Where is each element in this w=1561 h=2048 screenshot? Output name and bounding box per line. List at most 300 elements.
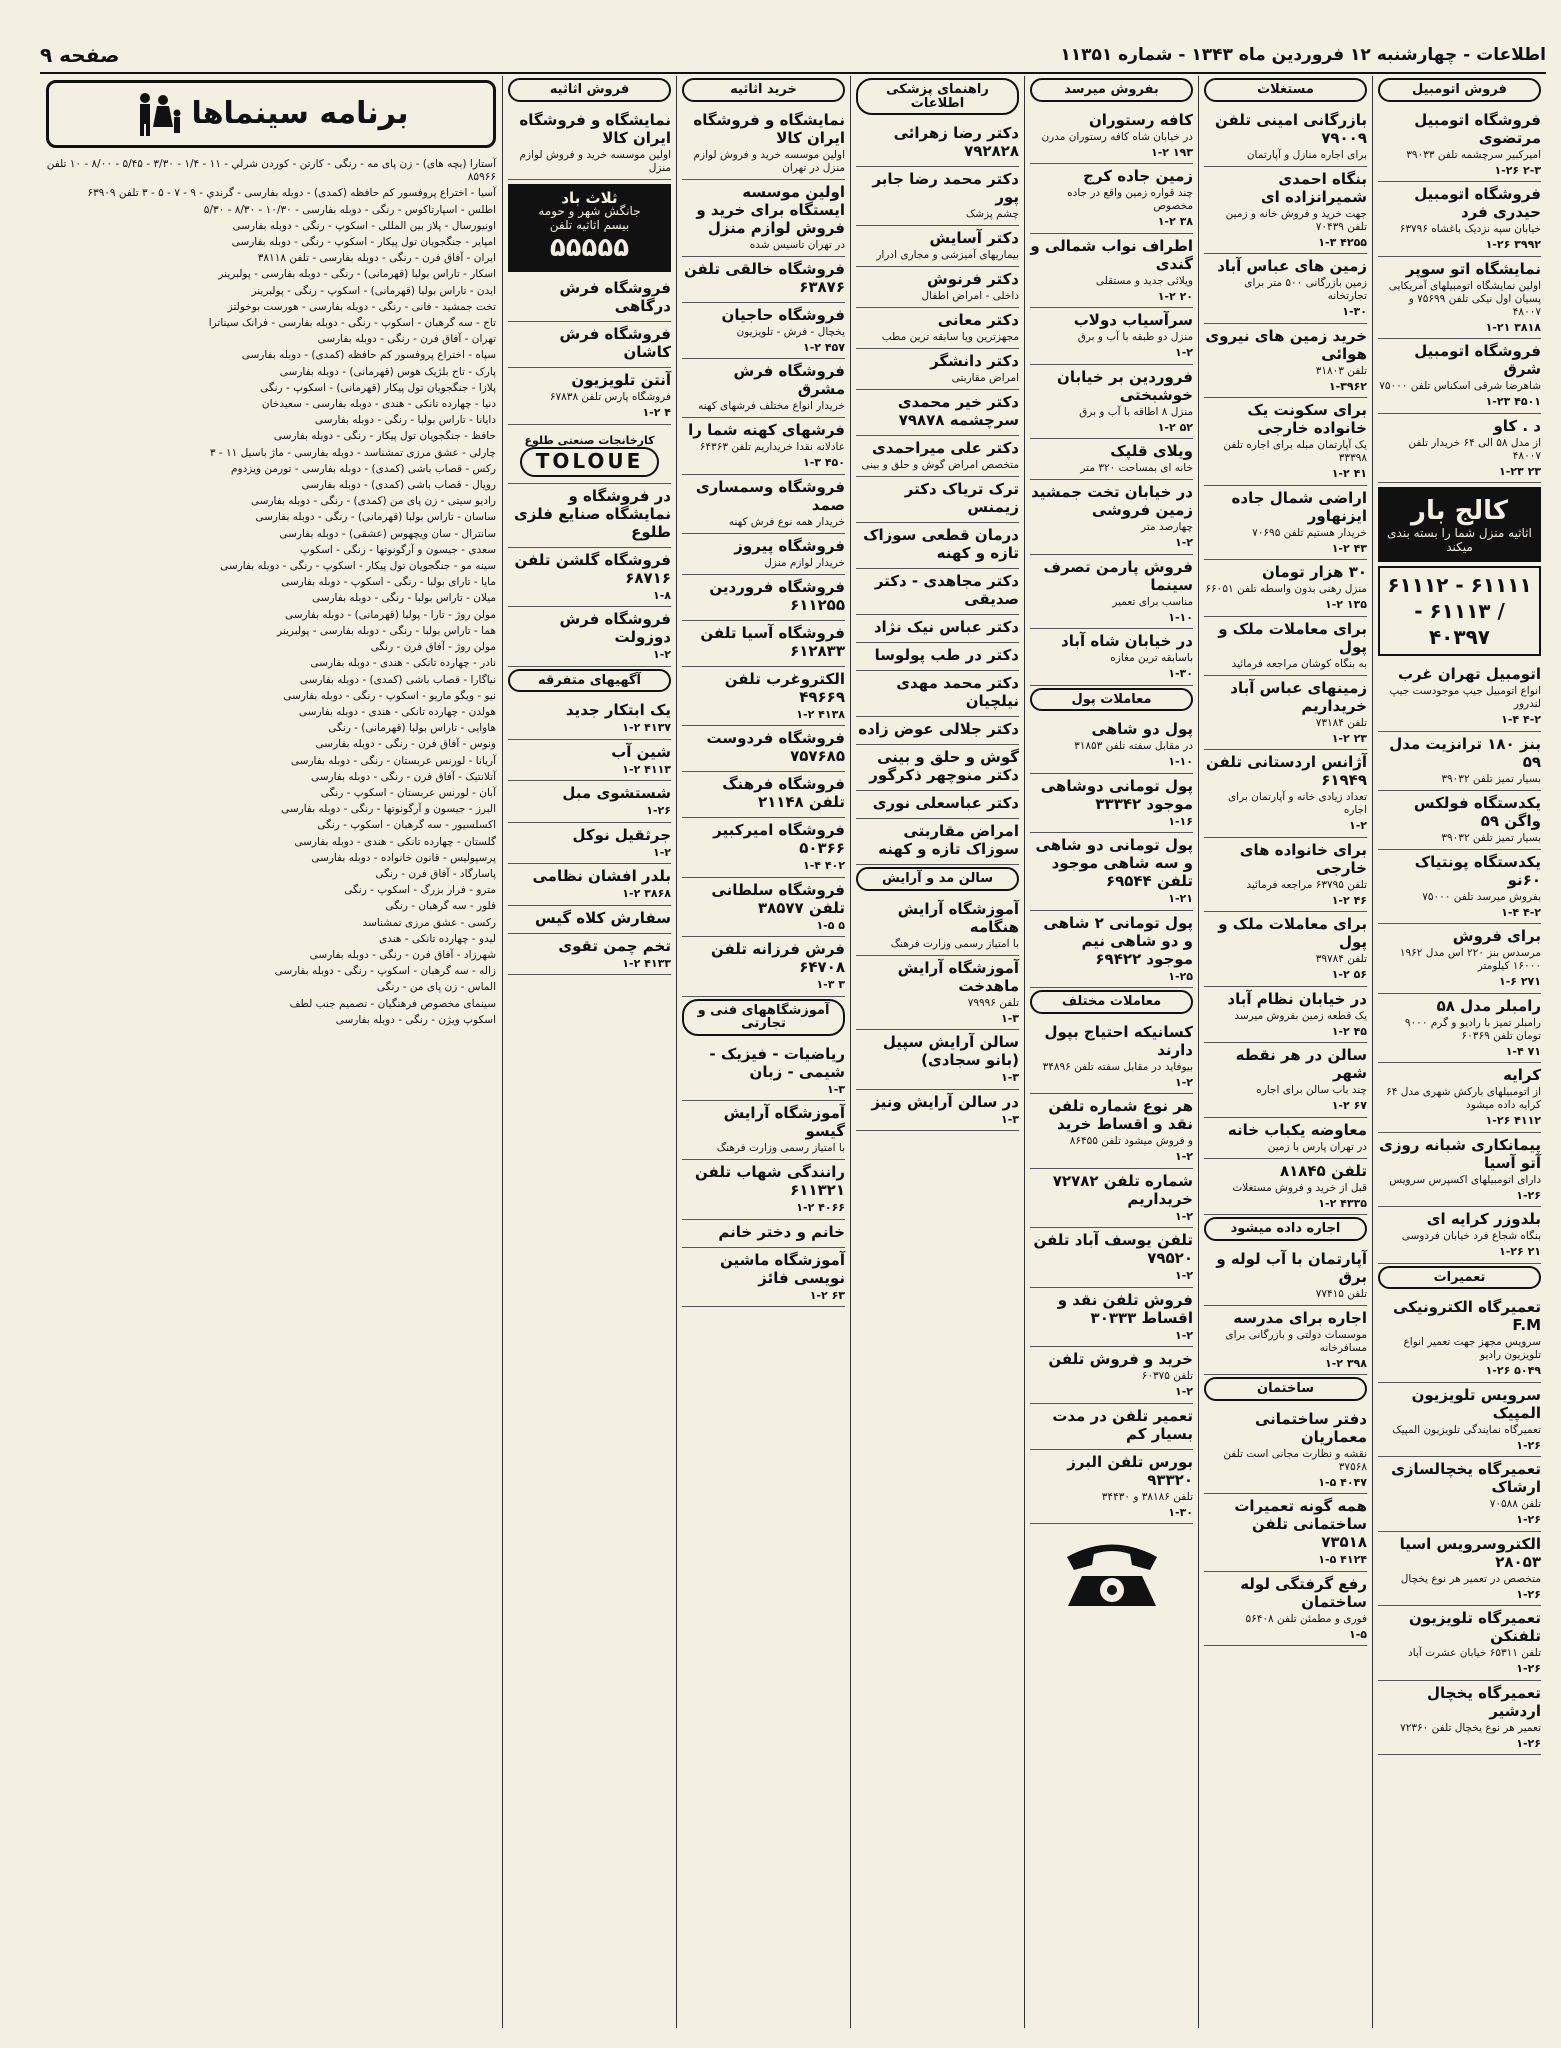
ad-title: بلدر افشان نظامی <box>532 867 671 885</box>
section-banner-rent: اجاره داده ميشود <box>1204 1217 1367 1241</box>
cinema-line: رکس - قصاب باشی (کمدی) - دوبله بفارسی - تورمن ويزدوم <box>231 462 496 475</box>
ad-code: ۱-۲ <box>1175 1269 1193 1282</box>
ad-title: تعميرگاه يخچال اردشير <box>1427 1683 1541 1720</box>
toloue-ad <box>508 425 671 484</box>
classified-ad <box>1030 365 1193 440</box>
ad-body: اولين نمايشگاه اتومبيلهای آمريکايی پسيان اول نيکی تلفن ۷۵۶۹۹ و ۴۸۰۰۷ <box>1388 279 1541 318</box>
ad-body: تعمير هر نوع يخچال تلفن ۷۲۳۶۰ <box>1400 1721 1541 1734</box>
classified-ad <box>1030 480 1193 555</box>
ad-body: چند قواره زمين واقع در جاده مخصوص <box>1067 187 1193 212</box>
classified-ad <box>1378 108 1541 183</box>
classified-ad <box>1030 1228 1193 1288</box>
repairs-list <box>1378 1295 1541 1755</box>
ad-title: دفتر ساختمانی معماريان <box>1254 1409 1367 1446</box>
column-sell-furniture <box>502 76 676 2028</box>
classified-ad <box>1030 717 1193 774</box>
ad-body: تعميرگاه نمايندگی تلويزيون المپيک <box>1392 1423 1541 1436</box>
cinema-line: ميلان - تاراس بولبا - رنگی - دوبله بفارسی <box>311 592 496 605</box>
ad-body: بسيار تميز تلفن ۳۹۰۳۲ <box>1441 772 1541 785</box>
classified-ad <box>1204 1043 1367 1118</box>
cinema-line: البرز - جيسون و آرگونوتها - رنگی - دوبله بفارسی <box>281 803 496 816</box>
ad-body: چند باب سالن برای اجاره <box>1256 1084 1367 1096</box>
classified-ad <box>1030 1347 1193 1404</box>
ad-code: ۴۱۱۲ ۱-۲۶ <box>1485 1114 1541 1127</box>
ad-title: پول تومانی دو شاهی و سه شاهی موجود تلفن ۶۹۵۴۴ <box>1035 836 1193 890</box>
kalaj-title: کالج بار <box>1411 496 1508 526</box>
sell-furniture-list-c <box>508 484 671 667</box>
cinema-line: دايانا - تاراس بولبا - رنگی - دوبله بفارسی <box>314 414 496 427</box>
ad-title: جرثقيل نوکل <box>572 825 671 844</box>
classified-ad <box>682 667 845 727</box>
classified-ad <box>856 791 1019 819</box>
ad-title: دکتر آسايش <box>929 229 1019 247</box>
ad-code: ۱-۲ <box>1175 1209 1193 1223</box>
ad-code: ۴-۲ ۱-۴ <box>1501 713 1541 726</box>
cinema-line: پرسپوليس - قانون خانواده - دوبله بفارسی <box>311 851 496 864</box>
classified-ad <box>856 1030 1019 1090</box>
ad-body: يک قطعه زمين بفروش ميرسد <box>1234 1009 1367 1022</box>
classified-ad <box>1378 791 1541 850</box>
ad-title: بنگاه احمدی شميرانزاده ای <box>1260 169 1367 206</box>
classified-ad <box>1378 994 1541 1064</box>
ad-code: ۱-۱۰ <box>1168 755 1193 768</box>
ad-title: فروشگاه فردوست ۷۵۷۶۸۵ <box>706 729 845 765</box>
ad-title: تعميرگاه الکترونيکی F.M <box>1393 1298 1541 1334</box>
ad-body: داخلی - امراض اطفال <box>921 290 1019 302</box>
classified-ad <box>1378 924 1541 994</box>
classified-ad <box>1030 1020 1193 1095</box>
cinema-line: هما - تاراس بولبا - رنگی - دوبله بفارسی - پولبرينر <box>277 624 496 637</box>
cinema-line: آتلانتيک - آفاق فرن - رنگی - دوبله بفارسی <box>310 770 496 783</box>
classified-ad <box>1204 486 1367 561</box>
buildings-list <box>1204 1407 1367 1647</box>
cinema-line: سانترال - سان ويچهوس (عشقی) - دوبله بفارسی <box>279 527 496 540</box>
classified-ad <box>856 956 1019 1031</box>
ad-body: در خيابان شاه کافه رستوران مدرن <box>1041 130 1193 143</box>
ad-code: ۴۱ ۱-۲ <box>1331 467 1367 480</box>
ad-code: ۱-۳۰ <box>1168 1505 1193 1519</box>
ad-title: پول دو شاهی <box>1091 720 1193 738</box>
ad-body: بيماريهای آميزشی و مجاری ادرار <box>876 249 1019 261</box>
ad-code: ۴۳ ۱-۲ <box>1331 541 1367 555</box>
ad-code: ۴۱۲۴ ۱-۵ <box>1318 1553 1367 1566</box>
cinema-line: گلستان - چهارده تانکی - هندی - دوبله بفارسی <box>294 835 496 848</box>
ad-body: عادلانه نقدا خريداريم تلفن ۶۴۳۶۳ <box>699 441 845 453</box>
ad-code: ۴ ۱-۲ <box>642 406 671 419</box>
ad-code: ۳۸۱۸ ۱-۲۱ <box>1485 320 1541 334</box>
classified-ad <box>508 322 671 368</box>
ad-code: ۴۲۵۵ ۱-۳ <box>1318 235 1367 249</box>
column-cars <box>1372 76 1546 2028</box>
ad-code: ۴۵۷ ۱-۲ <box>803 340 845 354</box>
ad-title: بلدوزر کرايه ای <box>1426 1210 1541 1228</box>
classified-ad <box>856 569 1019 615</box>
classified-ad <box>682 418 845 475</box>
ad-title: فروشگاه گلشن تلفن ۶۸۷۱۶ <box>514 550 671 587</box>
ad-title: الکتروسرويس اسيا ۲۸۰۵۳ <box>1399 1534 1541 1571</box>
ad-body: جهت خريد و فروش خانه و زمين تلفن ۷۰۴۳۹ <box>1225 207 1367 233</box>
toloue-caption: کارخانجات صنعتی طلوع <box>524 433 655 447</box>
ad-title: دکتر علی ميراحمدی <box>871 439 1019 457</box>
ad-body: رامبلر تميز با راديو و گرم ۹۰۰۰ تومان تلفن ۶۰۳۶۹ <box>1404 1016 1541 1042</box>
cars-list <box>1378 108 1541 484</box>
ad-title: امراض مقاربتی سوزاک تازه و کهنه <box>878 822 1019 858</box>
ad-body: تلفن ۶۵۳۱۱ خيابان عشرت آباد <box>1408 1647 1541 1659</box>
ad-body: سرويس مجهز جهت تعمير انواع تلويزيون راديو <box>1403 1336 1541 1361</box>
ad-title: فروشگاه پيروز <box>734 536 845 555</box>
ad-body: خريدار همه نوع فرش کهنه <box>728 515 845 528</box>
ad-title: دکتر محمد مهدی نيلچيان <box>896 674 1019 710</box>
ad-code: ۱-۲ <box>653 845 671 859</box>
column-property <box>1198 76 1372 2028</box>
ad-title: آپارتمان با آب لوله و برق <box>1216 1249 1367 1286</box>
classified-ad <box>1378 257 1541 340</box>
salas-sub: بيسم اثاثيه تلفن <box>549 217 630 232</box>
ad-body: اولين موسسه خريد و فروش لوازم منزل در تهران <box>693 148 845 174</box>
ad-title: در سالن آرايش ونيز <box>871 1092 1019 1111</box>
ad-code: ۵۶ ۱-۲ <box>1331 968 1367 981</box>
ad-title: زمينهای عباس آباد خريداريم <box>1230 678 1367 715</box>
classified-ad <box>856 477 1019 523</box>
kalaj-subtitle: اثاثيه منزل شما را بسته بندی ميکند <box>1387 526 1532 554</box>
ad-body: خريدار هستيم تلفن ۷۰۶۹۵ <box>1252 526 1367 539</box>
classified-ad <box>1378 339 1541 414</box>
classified-ad <box>1378 182 1541 257</box>
classified-ad <box>1204 676 1367 751</box>
ad-body: در تهران تاسيس شده <box>749 238 845 251</box>
ad-title: فروش تلفن نقد و اقساط ۳۰۳۳۳ <box>1057 1290 1193 1327</box>
classified-ad <box>1204 987 1367 1044</box>
classified-ad <box>1378 1295 1541 1383</box>
ad-title: نمايشگاه اتو سوپر <box>1405 259 1541 278</box>
ad-body: تلفن ۳۱۸۰۳ <box>1315 364 1367 377</box>
ad-title: فروشگاه سلطانی تلفن ۳۸۵۷۷ <box>711 880 845 917</box>
classified-ad <box>1204 1118 1367 1159</box>
ad-title: دکتر رضا زهرائی ۷۹۲۸۲۸ <box>893 124 1019 160</box>
classified-ad <box>682 108 845 180</box>
ad-title: بورس تلفن البرز ۹۳۳۲۰ <box>1067 1452 1193 1489</box>
ad-code: ۱-۲۶ <box>1516 1513 1541 1526</box>
section-banner-money: معاملات پول <box>1030 688 1193 712</box>
classified-ad <box>1030 911 1193 989</box>
ad-code: ۱-۲۶ <box>1516 1438 1541 1452</box>
ad-body: بسيار تميز تلفن ۳۹۰۳۲ <box>1441 831 1541 844</box>
ad-body: تلفن ۳۹۷۸۴ <box>1315 953 1367 965</box>
sell-furniture-list-b <box>508 276 671 425</box>
classified-ad <box>1030 555 1193 630</box>
classified-ad <box>856 167 1019 226</box>
cinema-line: آبان - لورنس عربستان - اسکوپ - رنگی <box>320 786 496 799</box>
cinema-line: ونوس - آفاق فرن - رنگی - دوبله بفارسی <box>315 738 496 751</box>
ad-code: ۱-۲ <box>1175 1328 1193 1342</box>
ad-body: فروشگاه پارس تلفن ۶۷۸۳۸ <box>549 391 671 403</box>
ad-body: تلفن ۶۰۳۷۵ <box>1141 1370 1193 1382</box>
classified-ad <box>1030 1288 1193 1348</box>
ad-body: خانه ای بمساحت ۳۲۰ متر <box>1080 462 1193 474</box>
ad-title: ويلای قلپک <box>1110 442 1193 460</box>
ad-title: دکتر محمد رضا جابر پور <box>872 170 1019 206</box>
ad-body: و فروش ميشود تلفن ۸۶۴۵۵ <box>1069 1135 1193 1147</box>
ad-title: رياضيات - فيزيک - شيمی - زبان <box>709 1044 845 1081</box>
ad-body: تلفن ۳۸۱۸۶ و ۳۴۴۳۰ <box>1101 1490 1193 1503</box>
ad-body: متخصص امراض گوش و حلق و بينی <box>861 459 1019 471</box>
ad-body: چشم پزشک <box>965 208 1019 220</box>
ad-code: ۱-۲ <box>653 648 671 661</box>
column-doctors <box>850 76 1024 2028</box>
classified-ad <box>1378 1383 1541 1458</box>
ad-title: آموزشگاه آرايش هنگامه <box>897 899 1019 936</box>
ad-title: کافه رستوران <box>1089 110 1193 129</box>
cinema-line: زاله - سه گرهبان - اسکوپ - رنگی - دوبله بفارسی <box>274 965 496 978</box>
ad-body: تعداد زيادی خانه و آپارتمان برای اجاره <box>1227 791 1367 816</box>
classified-ad <box>682 818 845 878</box>
ad-code: ۴۰۴۷ ۱-۵ <box>1318 1475 1367 1489</box>
cinema-line: پاسارگاد - آفاق فرن - رنگی <box>375 867 496 880</box>
ad-title: دکتر معانی <box>937 311 1019 329</box>
classified-ad <box>508 698 671 740</box>
ad-title: تخم چمن تقوی <box>558 936 671 955</box>
cinema-line: نادر - چهارده تانکی - هندی - دوبله بفارسی <box>310 657 496 670</box>
ad-title: تعمير تلفن در مدت بسيار کم <box>1052 1406 1193 1443</box>
cinema-line: پارک - تاج بلژيک هوس (قهرمانی) - دوبله بفارسی <box>279 365 496 378</box>
cinema-line: تهران - آفاق فرن - رنگی - دوبله بفارسی <box>317 333 496 346</box>
ad-title: رفع گرفتگی لوله ساختمان <box>1240 1574 1367 1611</box>
classified-ad <box>508 607 671 667</box>
classified-ad <box>682 1101 845 1160</box>
ad-title: فروشگاه اتومبيل حيدری فرد <box>1414 185 1541 221</box>
ad-body: منزل دو طبقه با آب و برق <box>1077 331 1193 343</box>
ad-code: ۱-۲۵ <box>1168 969 1193 983</box>
ad-code: ۳۸۶۸ ۱-۲ <box>622 887 671 900</box>
classified-ad <box>1204 108 1367 167</box>
ad-body: در مقابل سفته تلفن ۳۱۸۵۳ <box>1074 740 1193 752</box>
ad-title: سالن آرايش سپيل (بانو سجادی) <box>882 1033 1019 1069</box>
cinema-line: ليدو - چهارده تانکی - هندی <box>378 932 496 945</box>
classified-ad <box>1204 167 1367 255</box>
classified-ad <box>682 878 845 938</box>
ad-code: ۴۵ ۱-۲ <box>1331 1024 1367 1038</box>
classified-ad <box>1030 308 1193 365</box>
ad-body: با امتياز رسمی وزارت فرهنگ <box>890 937 1019 950</box>
cinema-line: مايا - تارای بولبا - رنگی - اسکوپ - دوبله بفارسی <box>281 576 496 589</box>
cinema-line: نياگارا - قصاب باشی (کمدی) - دوبله بفارسی <box>299 673 496 686</box>
ad-code: ۱-۲۱ <box>1168 892 1193 905</box>
classified-ad <box>1204 1494 1367 1572</box>
cinema-line: مترو - فرار بزرگ - اسکوپ - رنگی <box>344 884 496 897</box>
ad-code: ۱-۲ <box>1175 536 1193 549</box>
classified-ad <box>1378 1063 1541 1133</box>
ad-body: قبل از خريد و فروش مستغلات <box>1232 1181 1367 1194</box>
ad-code: ۴۰۲ ۱-۴ <box>803 859 845 872</box>
ad-body: بنگاه شجاع فرد خيابان فردوسی <box>1401 1230 1541 1242</box>
classified-ad <box>508 781 671 823</box>
classified-ad <box>1030 1404 1193 1450</box>
classified-ad <box>1378 1133 1541 1208</box>
ad-title: فرش فرزانه تلفن ۶۴۷۰۸ <box>710 940 845 976</box>
ad-code: ۴۱۳۳ ۱-۲ <box>622 956 671 970</box>
ad-title: اطراف نواب شمالی و گندی <box>1030 236 1193 273</box>
ad-title: فروشگاه خالقی تلفن ۶۳۸۷۶ <box>684 259 845 296</box>
ad-title: آژانس اردستانی تلفن ۶۱۹۴۹ <box>1205 753 1367 789</box>
ad-code: ۴-۲ ۱-۴ <box>1501 905 1541 919</box>
ad-code: ۴۵۰ ۱-۳ <box>803 456 845 469</box>
ad-title: دکتر عباس نيک نژاد <box>873 618 1019 636</box>
cinema-line: سپاه - اختراع پروفسور کم حافظه (کمدی) - دوبله بفارسی <box>241 349 496 362</box>
ad-title: سفارش کلاه گيس <box>535 908 671 927</box>
ad-body: منزل ۸ اطاقه با آب و برق <box>1079 405 1193 418</box>
ad-title: دکتر عباسعلی نوری <box>872 794 1019 812</box>
ad-code: ۲-۳ ۱-۲۶ <box>1494 163 1541 177</box>
ad-code: ۴۶ ۱-۲ <box>1331 893 1367 907</box>
ad-title: آنتن تلويزيون <box>571 371 671 389</box>
ad-code: ۱-۲۶ <box>1516 1662 1541 1675</box>
classified-ad <box>1030 1094 1193 1169</box>
ad-title: يکدستگاه پونتياک ۶۰نو <box>1414 852 1541 889</box>
ad-code: ۱-۳۹۶۲ <box>1328 379 1367 393</box>
ad-body: دارای اتومبيلهای اکسپرس سرويس <box>1389 1173 1541 1186</box>
ad-body: مناسب برای تعمير <box>1112 595 1193 608</box>
classified-ad <box>1204 254 1367 324</box>
ad-code: ۱-۲۶ <box>646 804 671 817</box>
cinema-line: مولن روژ - تارا - پولبا (قهرمانی) - دوبله بفارسی <box>284 608 496 621</box>
ad-code: ۴۱۳۸ ۱-۲ <box>796 707 845 721</box>
sale-list <box>1030 108 1193 686</box>
ad-title: تلفن ۸۱۸۴۵ <box>1279 1161 1367 1180</box>
classified-ad <box>1204 617 1367 676</box>
ad-code: ۳ ۱-۳ <box>816 978 845 991</box>
classified-ad <box>856 717 1019 745</box>
cinema-line: تاج - سه گرهبان - اسکوپ - رنگی - دوبله بفارسی - فرانک سيناترا <box>208 317 496 330</box>
cinema-line: سينمای مخصوص فرهنگيان - تصميم جنب لطف <box>289 997 496 1010</box>
ad-body: يخچال - فرش - تلويزيون <box>736 325 845 338</box>
ad-title: فروشگاه اميرکبير ۵۰۳۶۶ <box>713 821 845 857</box>
ad-code: ۱-۳ <box>1001 1071 1019 1084</box>
ad-title: فروش پارمن تصرف سينما <box>1043 557 1193 594</box>
classified-ad <box>1378 850 1541 925</box>
cinema-title <box>46 80 496 148</box>
classified-ad <box>856 121 1019 167</box>
ad-code: ۴۱۳۷ ۱-۲ <box>622 721 671 734</box>
ad-code: ۱-۸ <box>653 588 671 602</box>
cinema-line: رويال - قصاب باشی (کمدی) - دوبله بفارسی <box>301 479 496 492</box>
ad-code: ۲۷۱ ۱-۶ <box>1499 975 1541 988</box>
ad-title: دکتر خير محمدی سرچشمه ۷۹۸۷۸ <box>897 393 1019 429</box>
classified-ad <box>682 359 845 418</box>
ad-body: خريدار لوازم منزل <box>764 556 845 569</box>
cinema-title-text: برنامه سينماها <box>191 96 409 132</box>
classified-ad <box>856 308 1019 349</box>
ad-title: برای سکونت يک خانواده خارجی <box>1247 401 1367 437</box>
ad-body: فوری و مطمئن تلفن ۵۶۴۰۸ <box>1245 1612 1367 1625</box>
classified-ad <box>1030 164 1193 234</box>
cinema-line: اکسلسيور - سه گرهبان - اسکوپ - رنگی <box>317 819 496 832</box>
section-banner-jobs: آگهيهای متفرقه <box>508 669 671 693</box>
ad-title: فروشگاه فرش مشرق <box>733 362 845 398</box>
ad-title: ترک ترياک دکتر زيمنس <box>904 480 1019 516</box>
ad-code: ۱۹۳ ۱-۲ <box>1151 145 1193 159</box>
ad-title: در خيابان شاه آباد <box>1061 632 1193 650</box>
ad-title: اتومبيل تهران غرب <box>1397 665 1541 683</box>
cinema-line: دنيا - چهارده تانکی - هندی - دوبله بفارسی - سعيدخان <box>261 398 496 411</box>
ad-body: بيوفايد در مقابل سفته تلفن ۳۴۸۹۶ <box>1042 1060 1193 1073</box>
classified-ad <box>856 745 1019 791</box>
issue-info: اطلاعات - چهارشنبه ۱۲ فروردین ماه ۱۳۴۳ - شماره ۱۱۳۵۱ <box>1060 45 1546 65</box>
ad-code: ۱-۵ <box>1349 1627 1367 1641</box>
rent-list <box>1204 1247 1367 1376</box>
section-banner-doctors: راهنمای پزشکی اطلاعات <box>856 78 1019 115</box>
classified-ad <box>1204 324 1367 399</box>
column-buy-furniture <box>676 76 850 2028</box>
ad-title: زمين جاده کرج <box>1083 167 1193 185</box>
ad-body: موسسات دولتی و بازرگانی برای مسافرخانه <box>1225 1328 1367 1354</box>
cinema-line: ايران - آفاق فرن - رنگی - دوبله بفارسی - تلفن ۳۸۱۱۸ <box>257 252 496 265</box>
ad-title: اجاره برای مدرسه <box>1233 1308 1367 1327</box>
ad-title: معاوضه يکباب خانه <box>1227 1120 1367 1139</box>
ad-code: ۱-۲ <box>1349 819 1367 832</box>
classified-ad <box>1030 833 1193 911</box>
telephone-icon <box>1052 1532 1172 1612</box>
ad-title: شين آب <box>611 742 671 761</box>
cinema-line: راديو سيتی - زن پای من (کمدی) - رنگی - دوبله بفارسی <box>250 495 496 508</box>
cinema-line: آستارا (بچه های) - زن پای مه - رنگی - کارتن - کوردن شرلي - ۱۱ - ۱/۴ - ۳/۳۰ - ۵/۴۵ - ۸/۰۰ - ۱۰ تلفن ۸۵۹۶۶ <box>46 158 496 184</box>
ad-title: فروشگاه وسمساری صمد <box>695 477 845 514</box>
cinema-line: اسکار - تاراس بولبا (قهرمانی) - رنگی - دوبله بفارسی - پولبرينر <box>218 268 496 281</box>
classified-ad <box>682 1160 845 1220</box>
cinema-line: ساسان - تاراس بولبا (قهرمانی) - رنگی - دوبله بفارسی <box>255 511 496 524</box>
classified-ad <box>682 180 845 257</box>
cinema-line: هاوايی - تاراس بولبا (قهرمانی) - رنگی <box>328 722 496 735</box>
cinema-line: ايدن - تاراس بولبا (قهرمانی) - اسکوپ - رنگی - پولبرينر <box>251 284 496 297</box>
ad-body: خريدار انواع مختلف فرشهای کهنه <box>698 400 845 412</box>
ad-code: ۲۳ ۱-۲ <box>1331 731 1367 745</box>
classified-ad <box>682 1042 845 1102</box>
classified-ad <box>682 575 845 621</box>
ad-body: تلفن ۷۰۵۸۸ <box>1489 1498 1541 1510</box>
ad-code: ۶۳ ۱-۲ <box>809 1288 845 1302</box>
ad-title: الکتروغرب تلفن ۴۹۶۶۹ <box>724 669 845 706</box>
property-list <box>1204 108 1367 1216</box>
ad-body: شاهرضا شرقی اسکناس تلفن ۷۵۰۰۰ <box>1379 380 1541 392</box>
section-banner-hair: سالن مد و آرايش <box>856 867 1019 891</box>
ad-title: خانم و دختر خانم <box>718 1222 845 1241</box>
page-header <box>40 38 1546 74</box>
cinema-line: حافظ - جنگجويان تول پيکار - رنگی - دوبله بفارسی <box>273 430 496 443</box>
ad-body: مرسدس بنز ۲۲۰ اس مدل ۱۹۶۲ ۱۶۰۰۰ کيلومتر <box>1399 947 1541 972</box>
cinema-line: نيو - ويگو ماريو - اسکوپ - رنگی - دوبله بفارسی <box>283 689 496 702</box>
classified-ad <box>682 475 845 534</box>
ad-body: امراض مقاربتی <box>951 372 1019 384</box>
section-banner-sale: بفروش ميرسد <box>1030 78 1193 102</box>
classified-ad <box>508 108 671 180</box>
ad-body: بفروش ميرسد تلفن ۷۵۰۰۰ <box>1422 890 1541 903</box>
ad-title: بنز ۱۸۰ ترانزيت مدل ۵۹ <box>1389 734 1541 771</box>
ad-title: ۳۰ هزار تومان <box>1261 563 1367 581</box>
ad-title: همه گونه تعميرات ساختمانی تلفن ۷۳۵۱۸ <box>1234 1497 1367 1551</box>
classified-ad <box>508 484 671 548</box>
toloue-logo: TOLOUE <box>520 447 660 477</box>
classified-ad <box>1204 1306 1367 1376</box>
ad-body: در تهران پارس با زمين <box>1267 1140 1367 1153</box>
ad-code: ۵۰۴۹ ۱-۲۶ <box>1485 1364 1541 1377</box>
ad-title: فروشگاه حاجيان <box>721 305 845 324</box>
ad-title: برای معاملات ملک و پول <box>1218 915 1367 951</box>
ad-title: تلفن يوسف آباد تلفن ۷۹۵۲۰ <box>1033 1231 1193 1267</box>
section-banner-buy-furniture: خريد اثاثيه <box>682 78 845 102</box>
classified-ad <box>508 864 671 906</box>
column-sale <box>1024 76 1198 2028</box>
ad-code: ۴۰۶۶ ۱-۲ <box>796 1201 845 1214</box>
ad-title: برای خانواده های خارجی <box>1239 840 1367 877</box>
